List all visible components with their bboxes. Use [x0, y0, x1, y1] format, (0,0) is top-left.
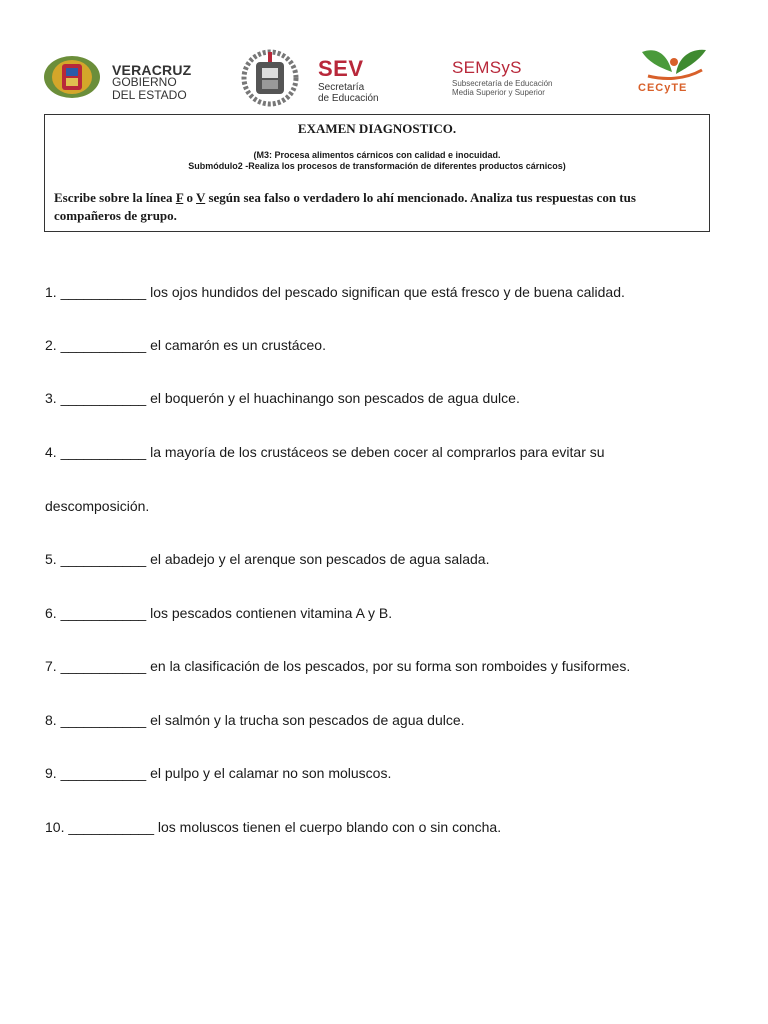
exam-title: EXAMEN DIAGNOSTICO. [297, 121, 457, 136]
instructions-false-letter: F [175, 190, 184, 205]
question-9: 9. ___________ el pulpo y el calamar no son moluscos. [45, 765, 392, 781]
exam-header-box [44, 114, 710, 232]
veracruz-shield-icon [42, 54, 102, 100]
question-7: 7. ___________ en la clasificación de los pescados, por su forma son romboides y fusiformes. [45, 658, 631, 674]
veracruz-line3: DEL ESTADO [112, 88, 187, 102]
question-4-continuation: descomposición. [45, 498, 150, 514]
instructions-or: o [183, 190, 197, 205]
question-6: 6. ___________ los pescados contienen vitamina A y B. [45, 605, 393, 621]
instructions-true-letter: V [196, 190, 206, 205]
semsys-line2: Subsecretaría de Educación [452, 79, 553, 88]
instructions-part1: Escribe sobre la línea [54, 190, 176, 205]
semsys-line3: Media Superior y Superior [452, 88, 545, 97]
question-2: 2. ___________ el camarón es un crustáceo. [45, 337, 326, 353]
question-5: 5. ___________ el abadejo y el arenque son pescados de agua salada. [45, 551, 490, 567]
cecyte-line1: CECyTE [638, 82, 688, 94]
sev-logo [238, 44, 418, 110]
cecyte-emblem-icon [638, 46, 710, 82]
sev-line2: Secretaría [318, 82, 365, 93]
exam-instructions [54, 189, 694, 225]
exam-subtitle-2: Submódulo2 -Realiza los procesos de transformación de diferentes productos cárnicos) [188, 161, 566, 171]
sev-line3: de Educación [318, 93, 379, 104]
veracruz-line2: GOBIERNO [112, 75, 177, 89]
veracruz-line1: VERACRUZ [112, 62, 192, 78]
sev-seal-icon [238, 48, 308, 108]
question-4: 4. ___________ la mayoría de los crustáceos se deben cocer al comprarlos para evitar su [45, 444, 605, 460]
cecyte-logo [634, 44, 714, 110]
sev-line1: SEV [318, 56, 364, 81]
exam-subtitle-1: (M3: Procesa alimentos cárnicos con calidad e inocuidad. [253, 150, 501, 160]
question-3: 3. ___________ el boquerón y el huachinango son pescados de agua dulce. [45, 390, 520, 406]
question-1: 1. ___________ los ojos hundidos del pescado significan que está fresco y de buena calidad. [45, 284, 625, 300]
instructions-part2: según sea falso o verdadero lo ahí mencionado. Analiza tus respuestas con tus compañeros de grupo. [54, 190, 636, 223]
semsys-logo [450, 44, 610, 110]
question-10: 10. ___________ los moluscos tienen el cuerpo blando con o sin concha. [45, 819, 502, 835]
header-logos [40, 44, 730, 110]
veracruz-logo [40, 44, 220, 110]
semsys-line1: SEMSyS [452, 58, 522, 77]
question-8: 8. ___________ el salmón y la trucha son pescados de agua dulce. [45, 712, 465, 728]
